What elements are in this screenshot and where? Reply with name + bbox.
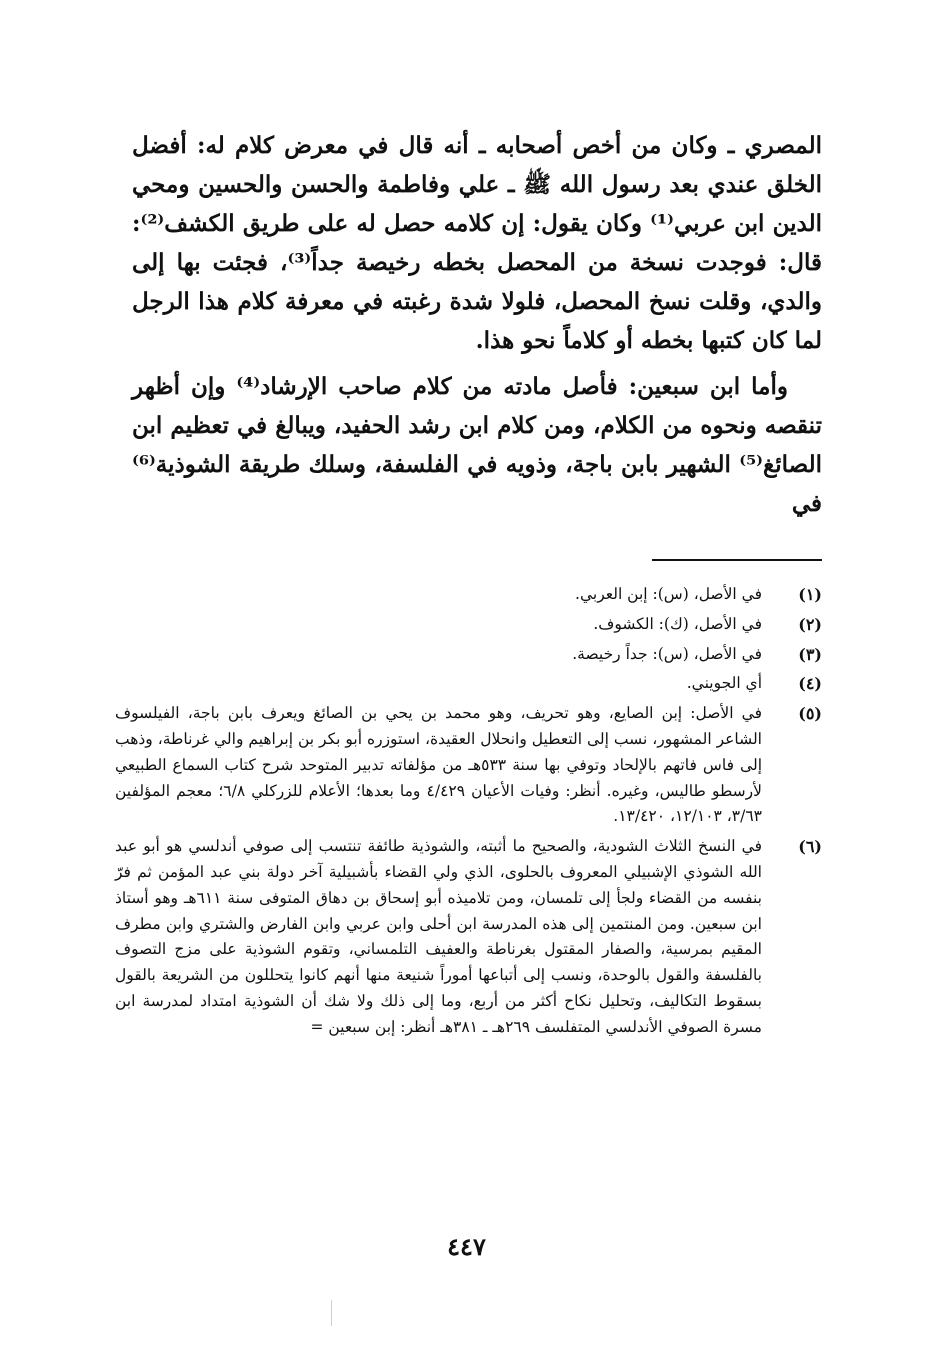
page-number: ٤٤٧ — [447, 1232, 486, 1261]
footnote-1 — [115, 582, 822, 608]
footnote-text: في الأصل، (س): جداً رخيصة. — [572, 644, 762, 663]
footnote-number: (٥) — [798, 704, 822, 724]
footnote-separator — [652, 559, 822, 561]
footnote-text: في الأصل، (ك): الكشوف. — [593, 614, 762, 633]
main-paragraph-2: وأما ابن سبعين: فأصل مادته من كلام صاحب الإرشاد⁽⁴⁾ وإن أظهر تنقصه ونحوه من الكلام، ومن كلام ابن رشد الحفيد، ويبالغ في تعظيم ابن الصائغ⁽⁵⁾ الشهير بابن باجة، وذويه في الفلسفة، وسلك طريقة الشوذية⁽⁶⁾ في — [132, 373, 822, 517]
footnote-text: في الأصل، (س): إبن العربي. — [575, 585, 762, 603]
footnote-6 — [115, 834, 822, 1040]
footnote-4 — [115, 671, 822, 697]
footnote-number: (٢) — [798, 614, 822, 634]
footnote-2 — [115, 612, 822, 638]
footnotes — [115, 582, 822, 1041]
scan-artifact-line — [331, 1300, 332, 1326]
footnote-3 — [115, 642, 822, 668]
footnote-5 — [115, 701, 822, 830]
main-text — [132, 126, 822, 523]
footnote-number: (٣) — [798, 644, 822, 664]
footnote-number: (٦) — [798, 837, 822, 857]
footnote-text: في النسخ الثلاث الشودية، والصحيح ما أثبته، والشوذية طائفة تنتسب إلى صوفي أندلسي هو أبو عبد الله الشوذي الإشبيلي المعروف بالحلوى، الذي ولي القضاء بأشبيلية آخر دولة بني عبد المؤمن ثم فرّ بنفسه من القضاء ولجأ إلى تلمسان، ومن تلاميذه أبو إسحاق بن دهاق المتوفى سنة ٦١١هـ وهو أستاذ ابن سبعين. ومن المنتمين إلى هذه المدرسة ابن أحلى وابن عربي وابن الفارض والشتري وابن مطرف المقيم بمرسية، والصفار المقتول بغرناطة والعفيف التلمساني، وتقوم الشوذية على مزج التصوف بالفلسفة والقول بالوحدة، ونسب إلى أتباعها أموراً شنيعة منها أنهم كانوا يتحللون من الشريعة بالقول بسقوط التكاليف، وتحليل نكاح أكثر من أربع، وما إلى ذلك ولا شك أن الشوذية امتداد لمدرسة ابن مسرة الصوفي الأندلسي المتفلسف ٢٦٩هـ ـ ٣٨١هـ أنظر: إبن سبعين = — [115, 837, 762, 1036]
footnote-number: (٤) — [798, 674, 822, 694]
footnote-number: (١) — [798, 585, 822, 604]
footnote-text: في الأصل: إبن الصايع، وهو تحريف، وهو محمد بن يحي بن الصائغ ويعرف بابن باجة، الفيلسوف الشاعر المشهور، نسب إلى التعطيل وانحلال العقيدة، استوزره أبو بكر بن إبراهيم والي غرناطة، وذهب إلى فاس فاتهم بالإلحاد وتوفي بها سنة ٥٣٣هـ من مؤلفاته تدبير المتوحد شرح كتاب السماع الطبيعي لأرسطو طاليس، وغيره. أنظر: وفيات الأعيان ٤/٤٢٩ وما بعدها؛ الأعلام للزركلي ٦/٨؛ معجم المؤلفين ٣/٦٣، ١٢/١٠٣، ١٣/٤٢٠. — [115, 704, 762, 826]
footnote-text: أي الجويني. — [686, 674, 762, 693]
main-paragraph-1: المصري ـ وكان من أخص أصحابه ـ أنه قال في معرض كلام له: أفضل الخلق عندي بعد رسول الله ﷺ ـ علي وفاطمة والحسن والحسين ومحي الدين ابن عربي⁽¹⁾ وكان يقول: إن كلامه حصل له على طريق الكشف⁽²⁾: قال: فوجدت نسخة من المحصل بخطه رخيصة جداً⁽³⁾، فجئت بها إلى والدي، وقلت نسخ المحصل، فلولا شدة رغبته في معرفة كلام هذا الرجل لما كان كتبها بخطه أو كلاماً نحو هذا. — [132, 132, 823, 354]
